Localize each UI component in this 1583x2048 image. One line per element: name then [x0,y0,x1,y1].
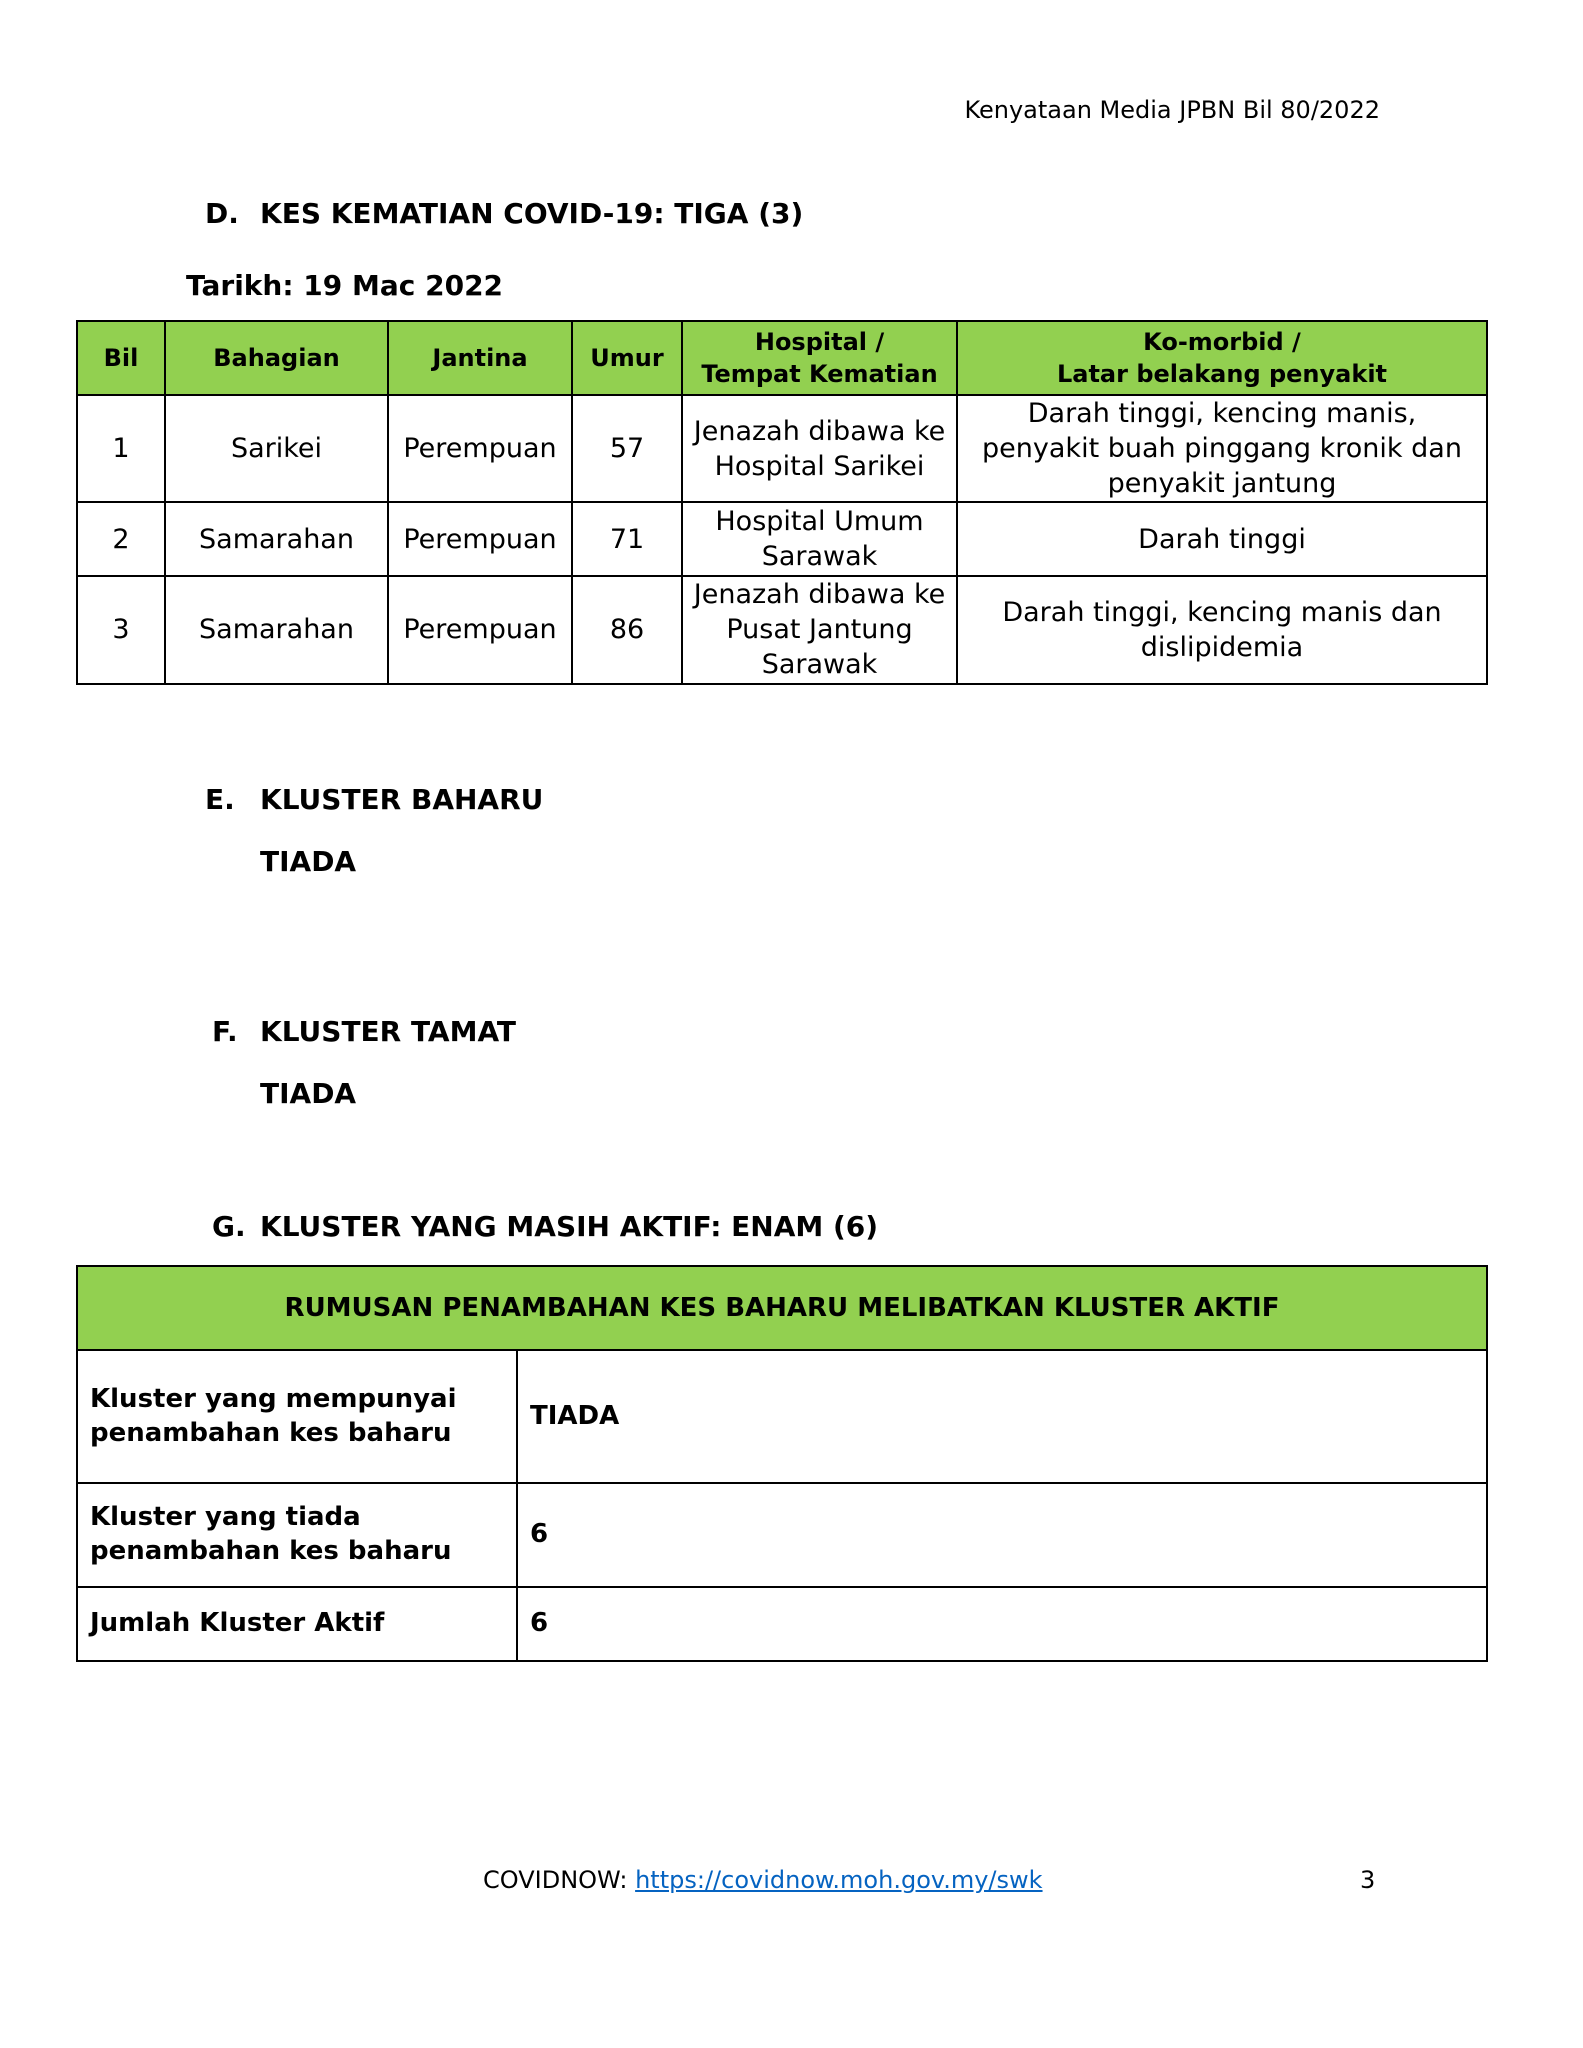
footer-source [483,1866,1043,1894]
cell-bahagian: Samarahan [165,502,388,576]
cell-hospital: Jenazah dibawa ke Pusat Jantung Sarawak [682,576,957,683]
cell-bil: 3 [77,576,165,683]
cell-jantina: Perempuan [388,502,572,576]
section-e-value: TIADA [260,845,357,878]
cell-label: Kluster yang tiada penambahan kes baharu [77,1483,517,1587]
col-bil: Bil [77,321,165,395]
document-reference: Kenyataan Media JPBN Bil 80/2022 [964,96,1380,124]
col-umur: Umur [572,321,682,395]
col-komorbid: Ko-morbid / Latar belakang penyakit [957,321,1487,395]
cell-value: 6 [517,1483,1487,1587]
cell-hospital: Jenazah dibawa ke Hospital Sarikei [682,395,957,502]
cell-komorbid: Darah tinggi, kencing manis dan dislipidemia [957,576,1487,683]
section-g-heading [212,1210,878,1243]
footer-prefix: COVIDNOW: [483,1866,636,1894]
active-cluster-table-title: RUMUSAN PENAMBAHAN KES BAHARU MELIBATKAN KLUSTER AKTIF [77,1266,1487,1350]
section-d-date: Tarikh: 19 Mac 2022 [186,269,504,302]
cell-label: Jumlah Kluster Aktif [77,1587,517,1661]
section-e-letter: E. [205,783,235,816]
deaths-table-header [77,321,1487,395]
cell-jantina: Perempuan [388,395,572,502]
section-d-heading [205,197,803,230]
section-f-title: KLUSTER TAMAT [260,1015,517,1048]
section-g-title: KLUSTER YANG MASIH AKTIF: ENAM (6) [260,1210,879,1243]
section-e-heading [205,783,543,816]
active-cluster-table-header [77,1266,1487,1350]
cell-value: TIADA [517,1350,1487,1483]
cell-komorbid: Darah tinggi, kencing manis, penyakit buah pinggang kronik dan penyakit jantung [957,395,1487,502]
section-e-title: KLUSTER BAHARU [260,783,544,816]
cell-hospital: Hospital Umum Sarawak [682,502,957,576]
table-row [77,1587,1487,1661]
section-f-heading [212,1015,516,1048]
cell-bahagian: Samarahan [165,576,388,683]
cell-bil: 2 [77,502,165,576]
covidnow-link[interactable]: https://covidnow.moh.gov.my/swk [635,1866,1043,1894]
cell-umur: 71 [572,502,682,576]
table-row [77,502,1487,576]
section-d-title: KES KEMATIAN COVID-19: TIGA (3) [260,197,804,230]
section-d-letter: D. [205,197,239,230]
table-row [77,395,1487,502]
cell-bahagian: Sarikei [165,395,388,502]
col-jantina: Jantina [388,321,572,395]
active-cluster-table [76,1265,1488,1662]
section-f-letter: F. [212,1015,238,1048]
cell-bil: 1 [77,395,165,502]
table-row [77,576,1487,683]
section-g-letter: G. [212,1210,246,1243]
cell-value: 6 [517,1587,1487,1661]
table-row [77,1483,1487,1587]
cell-umur: 57 [572,395,682,502]
cell-umur: 86 [572,576,682,683]
cell-label: Kluster yang mempunyai penambahan kes baharu [77,1350,517,1483]
deaths-table [76,320,1488,685]
col-hospital: Hospital / Tempat Kematian [682,321,957,395]
page-number: 3 [1360,1866,1376,1894]
section-f-value: TIADA [260,1077,357,1110]
table-row [77,1350,1487,1483]
col-bahagian: Bahagian [165,321,388,395]
cell-komorbid: Darah tinggi [957,502,1487,576]
cell-jantina: Perempuan [388,576,572,683]
